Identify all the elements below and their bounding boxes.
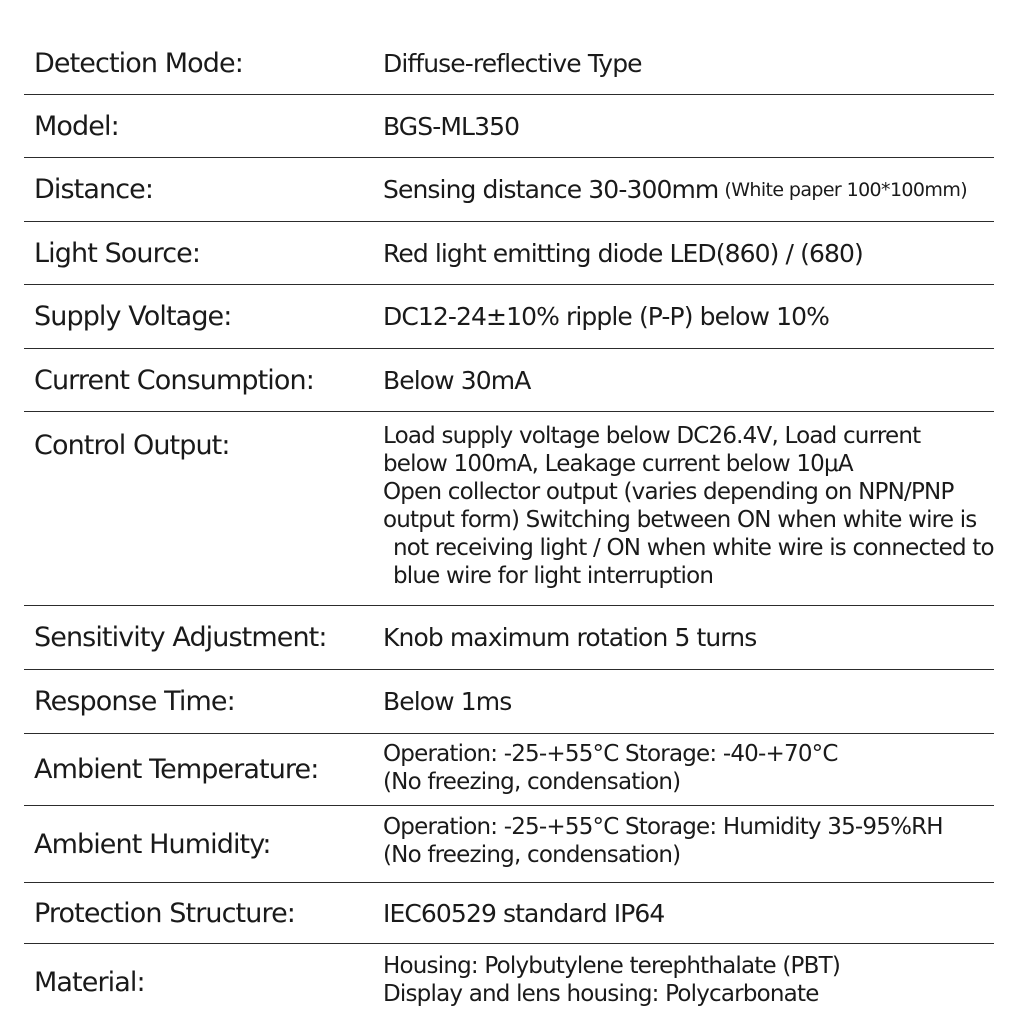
spec-value [383,813,994,882]
spec-label: Ambient Temperature: [34,754,319,785]
spec-label: Protection Structure: [34,897,295,929]
spec-value [383,740,994,805]
spec-value: Diffuse-reflective Type [383,48,642,78]
spec-value: Knob maximum rotation 5 turns [383,623,757,652]
spec-value-line: (No freezing, condensation) [383,842,681,868]
spec-row-ambient-temperature [24,734,994,805]
spec-value [383,422,994,605]
spec-value-main: Sensing distance 30-300mm [383,175,719,204]
spec-value [383,952,994,1020]
spec-value-note: (White paper 100*100mm) [724,178,968,201]
spec-label: Material: [34,966,145,998]
spec-value: Below 1ms [383,687,512,716]
spec-value-line: Load supply voltage below DC26.4V, Load current [383,423,921,449]
spec-row-distance [24,158,994,221]
spec-row-material [24,944,994,1020]
spec-value: DC12-24±10% ripple (P-P) below 10% [383,302,829,331]
spec-label: Detection Mode: [34,47,243,79]
spec-row-control-output [24,412,994,605]
spec-value-line: Display and lens housing: Polycarbonate [383,981,819,1007]
spec-label: Control Output: [34,430,230,461]
spec-value-line: output form) Switching between ON when white wire is [383,507,977,533]
spec-label: Distance: [34,174,154,205]
spec-value: BGS-ML350 [383,111,520,141]
spec-value-line: Open collector output (varies depending on NPN/PNP [383,479,954,505]
spec-row-protection-structure [24,883,994,943]
spec-label: Model: [34,110,119,142]
spec-row-detection-mode [24,32,994,94]
spec-value-line: not receiving light / ON when white wire is connected to [393,535,994,561]
spec-row-response-time [24,670,994,733]
spec-label: Current Consumption: [34,364,314,396]
spec-value-line: below 100mA, Leakage current below 10μA [383,451,853,477]
spec-label: Light Source: [34,237,201,269]
spec-value-line: (No freezing, condensation) [383,769,681,795]
spec-value-line: blue wire for light interruption [393,563,714,589]
spec-value-line: Operation: -25-+55°C Storage: Humidity 35-95%RH [383,814,943,840]
spec-value: IEC60529 standard IP64 [383,898,665,928]
spec-row-supply-voltage [24,285,994,348]
spec-value-line: Operation: -25-+55°C Storage: -40-+70°C [383,741,838,767]
spec-row-light-source [24,222,994,284]
spec-value [383,158,994,221]
spec-value-line: Housing: Polybutylene terephthalate (PBT) [383,953,841,979]
spec-row-ambient-humidity [24,806,994,882]
spec-row-current-consumption [24,349,994,411]
spec-row-model [24,95,994,157]
spec-label: Supply Voltage: [34,301,232,332]
spec-value: Below 30mA [383,365,531,395]
spec-row-sensitivity-adjustment [24,606,994,669]
spec-label: Response Time: [34,686,235,717]
spec-label: Sensitivity Adjustment: [34,622,327,653]
spec-value: Red light emitting diode LED(860) / (680) [383,238,863,268]
spec-label: Ambient Humidity: [34,828,271,860]
